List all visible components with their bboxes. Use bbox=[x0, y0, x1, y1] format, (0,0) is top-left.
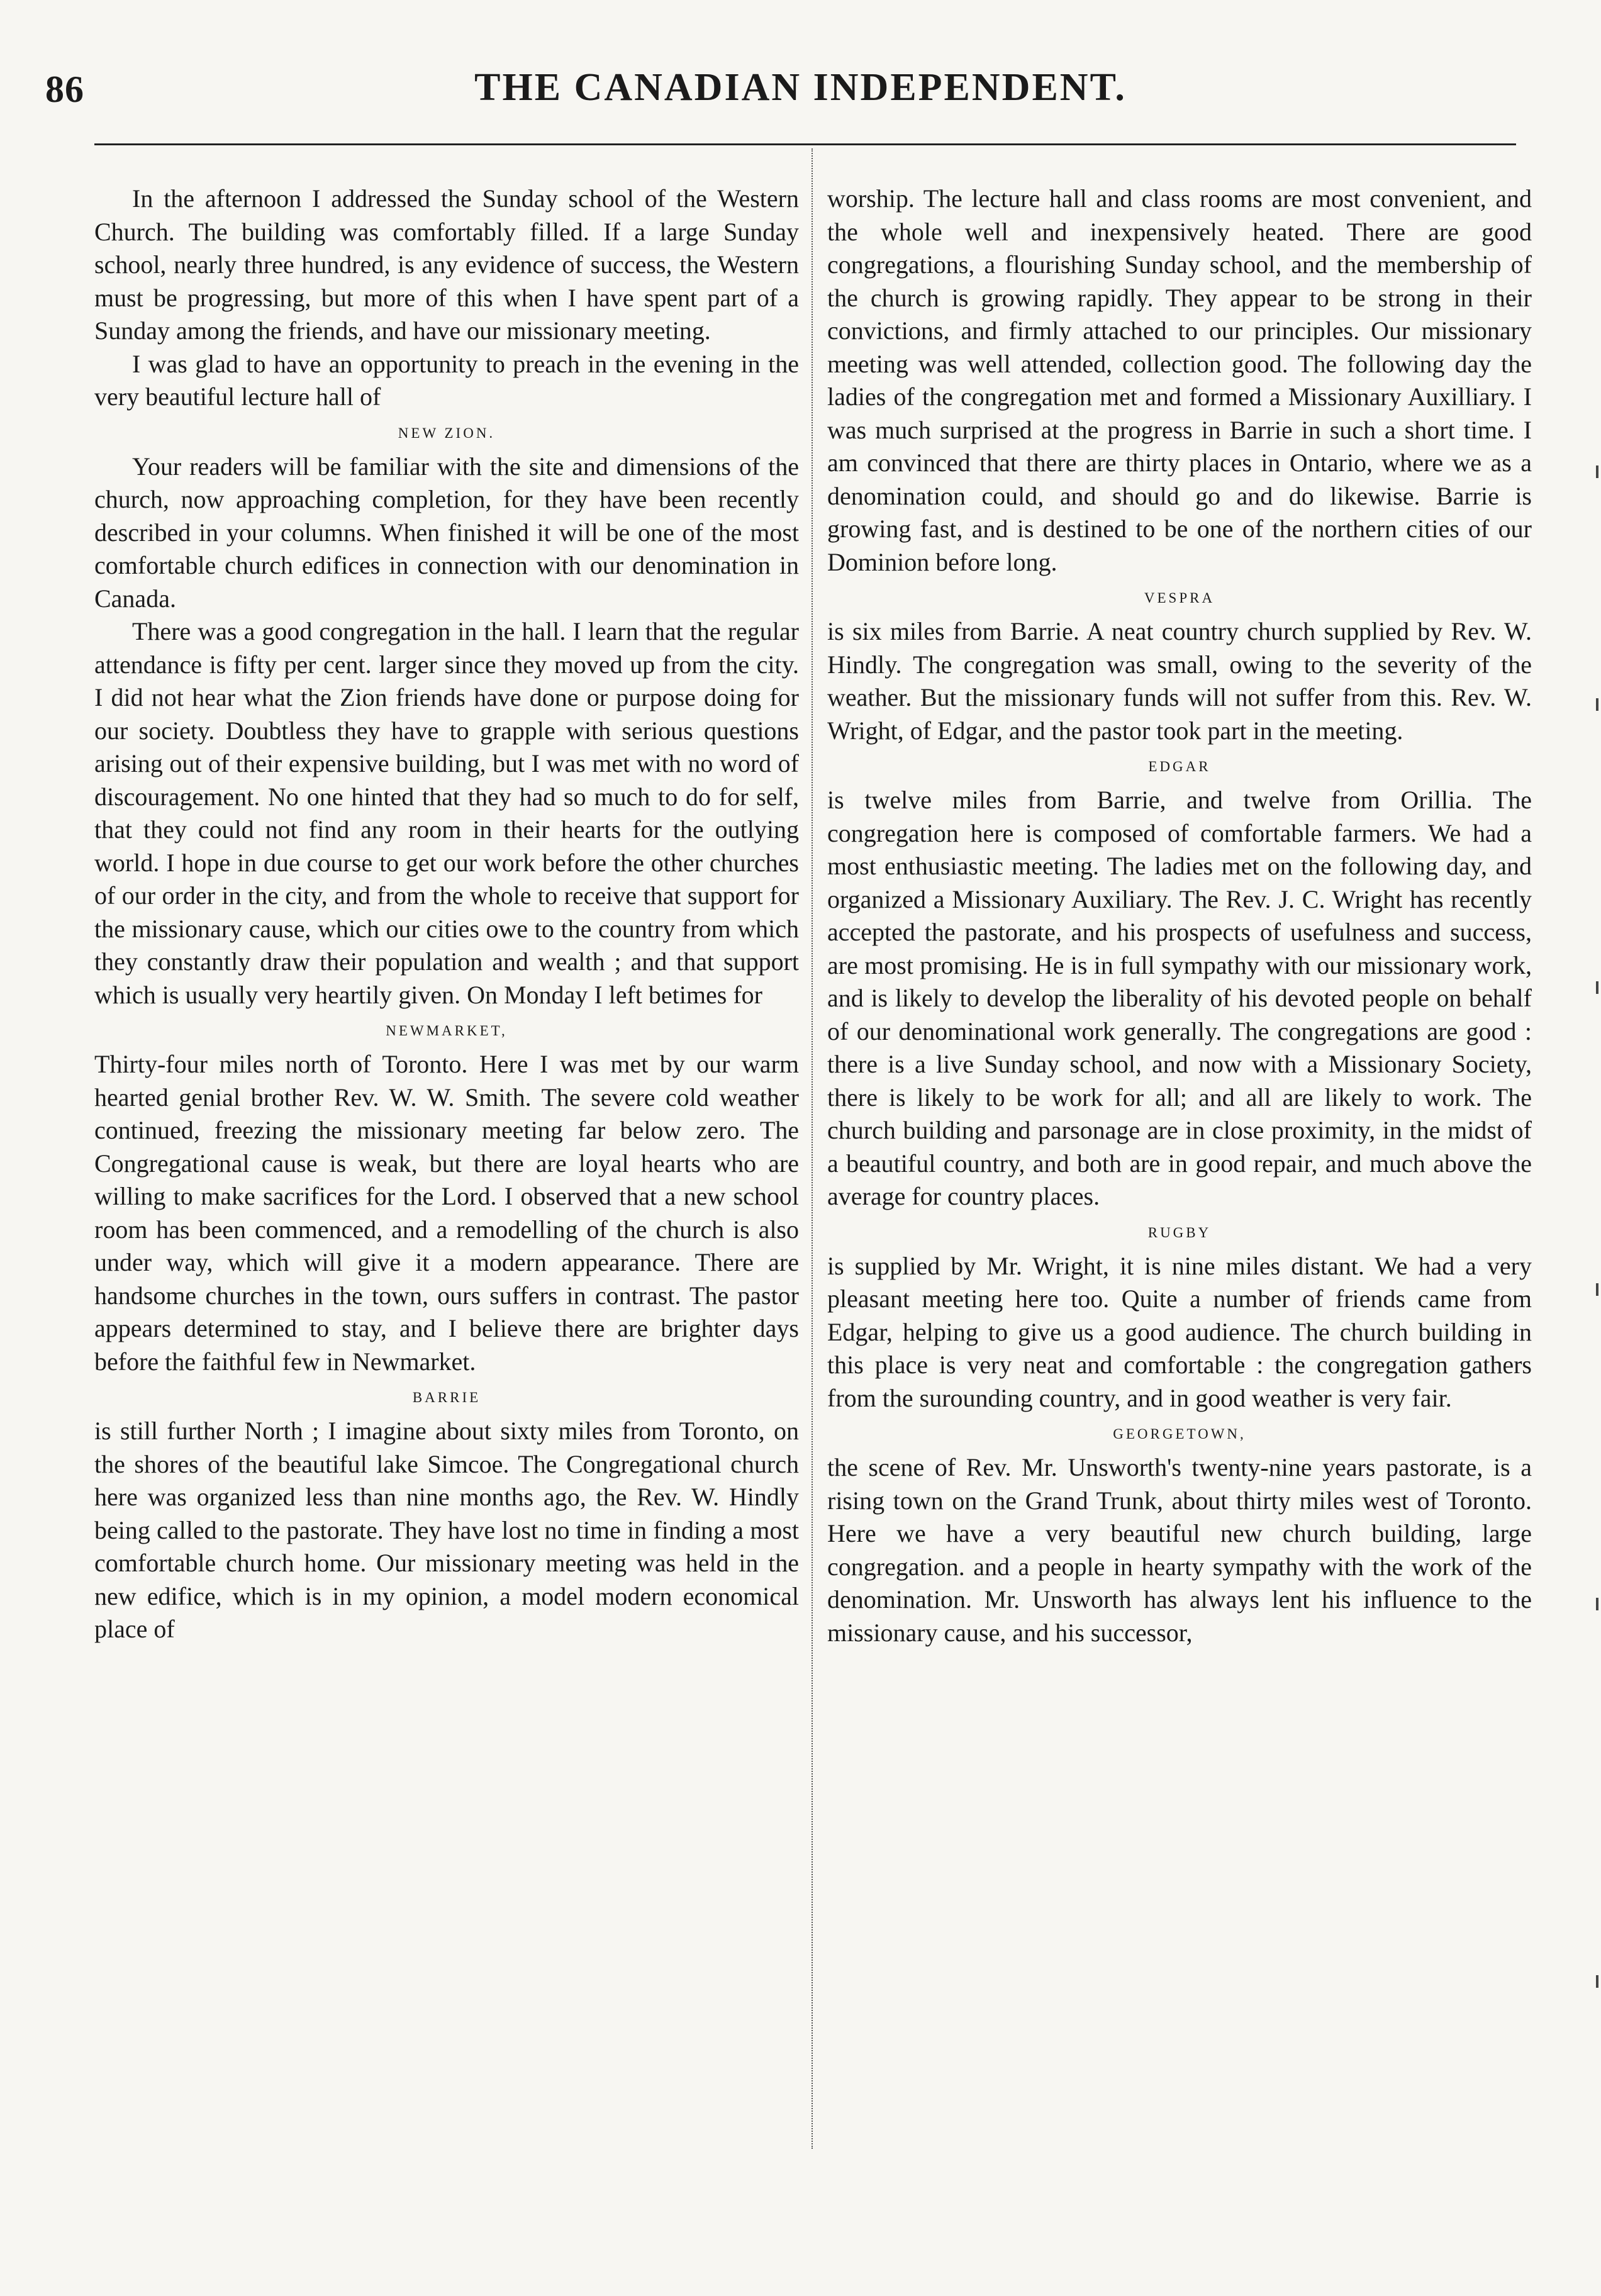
header-rule bbox=[94, 143, 1516, 145]
section-heading-new-zion: NEW ZION. bbox=[398, 425, 496, 441]
scan-edge-mark bbox=[1596, 465, 1598, 478]
left-column bbox=[94, 182, 799, 1646]
section-heading-georgetown: GEORGETOWN, bbox=[1113, 1426, 1246, 1442]
paragraph-newmarket: Thirty-four miles north of Toronto. Here I was met by our warm hearted genial brother Rev. W. W. Smith. The severe cold weather continued, freezing the missionary meeting far below zero. The Congregational cause is weak, but there are loyal hearts who are willing to make sacrifices for the Lord. I observed that a new school room has been commenced, and a remodelling of the church is also under way, which will give it a modern appearance. There are handsome churches in the town, ours suffers in contrast. The pastor appears determined to stay, and I believe there are brighter days before the faithful few in Newmarket. bbox=[94, 1050, 799, 1376]
scan-edge-mark bbox=[1596, 1598, 1598, 1610]
scan-edge-mark bbox=[1596, 981, 1598, 994]
paragraph-new-zion: Your readers will be familiar with the site and dimensions of the church, now approaching completion, for they have been recently described in your columns. When finished it will be one of the most comfortable church edifices in connection with our denomination in Canada. bbox=[94, 452, 799, 613]
page-number: 86 bbox=[45, 69, 84, 110]
paragraph-rugby: is supplied by Mr. Wright, it is nine miles distant. We had a very pleasant meeting here too. Quite a number of friends came from Edgar, helping to give us a good audience. The church building in this place is very neat and comfortable : the congregation gathers from the surounding country, and in good weather is very fair. bbox=[827, 1251, 1532, 1412]
section-heading-vespra: VESPRA bbox=[1144, 590, 1215, 606]
paragraph-vespra: is six miles from Barrie. A neat country church supplied by Rev. W. Hindly. The congregation was small, owing to the severity of the weather. But the missionary funds will not suffer from this. Rev. W. Wright, of Edgar, and the pastor took part in the meeting. bbox=[827, 617, 1532, 745]
section-heading-barrie: BARRIE bbox=[412, 1390, 481, 1405]
paragraph-barrie-continued: worship. The lecture hall and class rooms are most convenient, and the whole well and inexpensively heated. There are good congregations, a flourishing Sunday school, and the membership of the church is growing rapidly. They appear to be strong in their convictions, and firmly attached to our principles. Our missionary meeting was well attended, collection good. The following day the ladies of the congregation met and formed a Missionary Auxilliary. I was much surprised at the progress in Barrie in such a short time. I am convinced that there are thirty places in Ontario, where we as a denomination could, and should go and do likewise. Barrie is growing fast, and is destined to be one of the northern cities of our Dominion before long. bbox=[827, 184, 1532, 576]
paragraph-congregation-hall: There was a good congregation in the hall. I learn that the regular attendance is fifty per cent. larger since they moved up from the city. I did not hear what the Zion friends have done or purpose doing for our society. Doubtless they have to grapple with serious questions arising out of their expensive building, but I was met with no word of discouragement. No one hinted that they had so much to do for self, that they could not find any room in their hearts for the outlying world. I hope in due course to get our work before the other churches of our order in the city, and from the whole to receive that support for the missionary cause, which our cities owe to the country from which they constantly draw their population and wealth ; and that support which is usually very heartily given. On Monday I left betimes for bbox=[94, 617, 799, 1009]
paragraph-lecture-hall: I was glad to have an opportunity to preach in the evening in the very beautiful lecture hall of bbox=[94, 349, 799, 411]
paragraph-sunday-school: In the afternoon I addressed the Sunday school of the Western Church. The building was comfortably filled. If a large Sunday school, nearly three hundred, is any evidence of success, the Western must be progressing, but more of this when I have spent part of a Sunday among the friends, and have our missionary meeting. bbox=[94, 184, 799, 345]
scan-edge-mark bbox=[1596, 1975, 1598, 1988]
right-column bbox=[827, 182, 1532, 1649]
page-title: THE CANADIAN INDEPENDENT. bbox=[474, 66, 1127, 109]
scan-edge-mark bbox=[1596, 698, 1598, 711]
section-heading-newmarket: NEWMARKET, bbox=[386, 1023, 508, 1039]
paragraph-georgetown: the scene of Rev. Mr. Unsworth's twenty-nine years pastorate, is a rising town on the Grand Trunk, about thirty miles west of Toronto. Here we have a very beautiful new church building, large congregation. and a people in hearty sympathy with the work of the denomination. Mr. Unsworth has always lent his influence to the missionary cause, and his successor, bbox=[827, 1453, 1532, 1647]
paragraph-barrie: is still further North ; I imagine about sixty miles from Toronto, on the shores of the beautiful lake Simcoe. The Congregational church here was organized less than nine months ago, the Rev. W. Hindly being called to the pastorate. They have lost no time in finding a most comfortable church home. Our missionary meeting was held in the new edifice, which is in my opinion, a model modern economical place of bbox=[94, 1417, 799, 1643]
column-divider bbox=[812, 148, 813, 2149]
paragraph-edgar: is twelve miles from Barrie, and twelve from Orillia. The congregation here is composed of comfortable farmers. We had a most enthusiastic meeting. The ladies met on the following day, and organized a Missionary Auxiliary. The Rev. J. C. Wright has recently accepted the pastorate, and his prospects of usefulness and success, are most promising. He is in full sympathy with our missionary work, and is likely to develop the liberality of his devoted people on behalf of our denominational work generally. The congregations are good : there is a live Sunday school, and now with a Missionary Society, there is likely to be work for all; and all are likely to work. The church building and parsonage are in close proximity, in the midst of a beautiful country, and both are in good repair, and much above the average for country places. bbox=[827, 786, 1532, 1210]
scan-edge-mark bbox=[1596, 1283, 1598, 1296]
section-heading-edgar: EDGAR bbox=[1148, 759, 1211, 774]
section-heading-rugby: RUGBY bbox=[1147, 1224, 1212, 1240]
